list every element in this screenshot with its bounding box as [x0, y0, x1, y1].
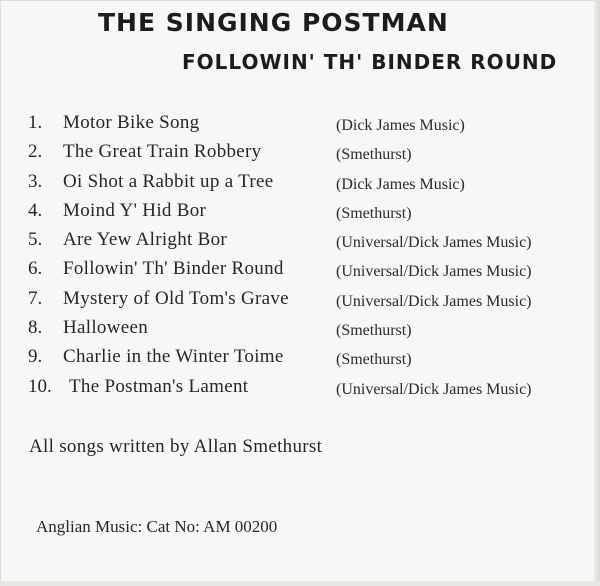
track-item — [28, 171, 588, 200]
track-number: 4. — [28, 199, 43, 221]
track-number: 10. — [28, 375, 52, 397]
track-number: 1. — [28, 112, 43, 133]
track-number: 5. — [28, 229, 43, 251]
track-publisher: (Smethurst) — [336, 204, 412, 222]
track-number: 8. — [28, 317, 43, 339]
track-publisher: (Universal/Dick James Music) — [336, 380, 532, 398]
track-number: 9. — [28, 346, 43, 368]
track-title: Motor Bike Song — [63, 112, 200, 133]
track-title: The Great Train Robbery — [63, 141, 262, 163]
cover-edge-right — [594, 0, 600, 586]
track-item — [28, 229, 588, 258]
track-item — [28, 288, 588, 317]
track-publisher: (Smethurst) — [336, 351, 412, 369]
track-title: Are Yew Alright Bor — [63, 229, 228, 251]
track-title: Charlie in the Winter Toime — [63, 346, 284, 368]
track-number: 6. — [28, 258, 43, 280]
catalog-number: Anglian Music: Cat No: AM 00200 — [36, 517, 278, 536]
track-number: 7. — [28, 287, 43, 309]
track-item — [28, 258, 588, 287]
track-item — [28, 317, 588, 346]
track-item — [28, 141, 588, 170]
track-title: Followin' Th' Binder Round — [63, 258, 284, 280]
track-publisher: (Universal/Dick James Music) — [336, 263, 532, 281]
artist-name: THE SINGING POSTMAN — [98, 8, 449, 37]
track-item — [28, 346, 588, 375]
track-title: Mystery of Old Tom's Grave — [63, 287, 289, 309]
track-number: 2. — [28, 141, 43, 163]
track-publisher: (Smethurst) — [336, 146, 412, 164]
track-publisher: (Universal/Dick James Music) — [336, 292, 532, 310]
track-publisher: (Dick James Music) — [336, 175, 465, 193]
track-item — [28, 200, 588, 229]
track-item — [28, 112, 588, 141]
album-title: FOLLOWIN' TH' BINDER ROUND — [182, 50, 558, 74]
track-item — [28, 376, 588, 405]
track-publisher: (Smethurst) — [336, 322, 412, 340]
track-title: The Postman's Lament — [69, 375, 249, 397]
track-title: Oi Shot a Rabbit up a Tree — [63, 170, 274, 192]
cover-edge-bottom — [0, 581, 600, 586]
track-title: Halloween — [63, 317, 148, 339]
track-publisher: (Dick James Music) — [336, 117, 465, 134]
track-title: Moind Y' Hid Bor — [63, 199, 207, 221]
songwriter-credit: All songs written by Allan Smethurst — [29, 436, 323, 457]
track-publisher: (Universal/Dick James Music) — [336, 234, 532, 252]
track-list — [28, 112, 588, 405]
track-number: 3. — [28, 170, 43, 192]
